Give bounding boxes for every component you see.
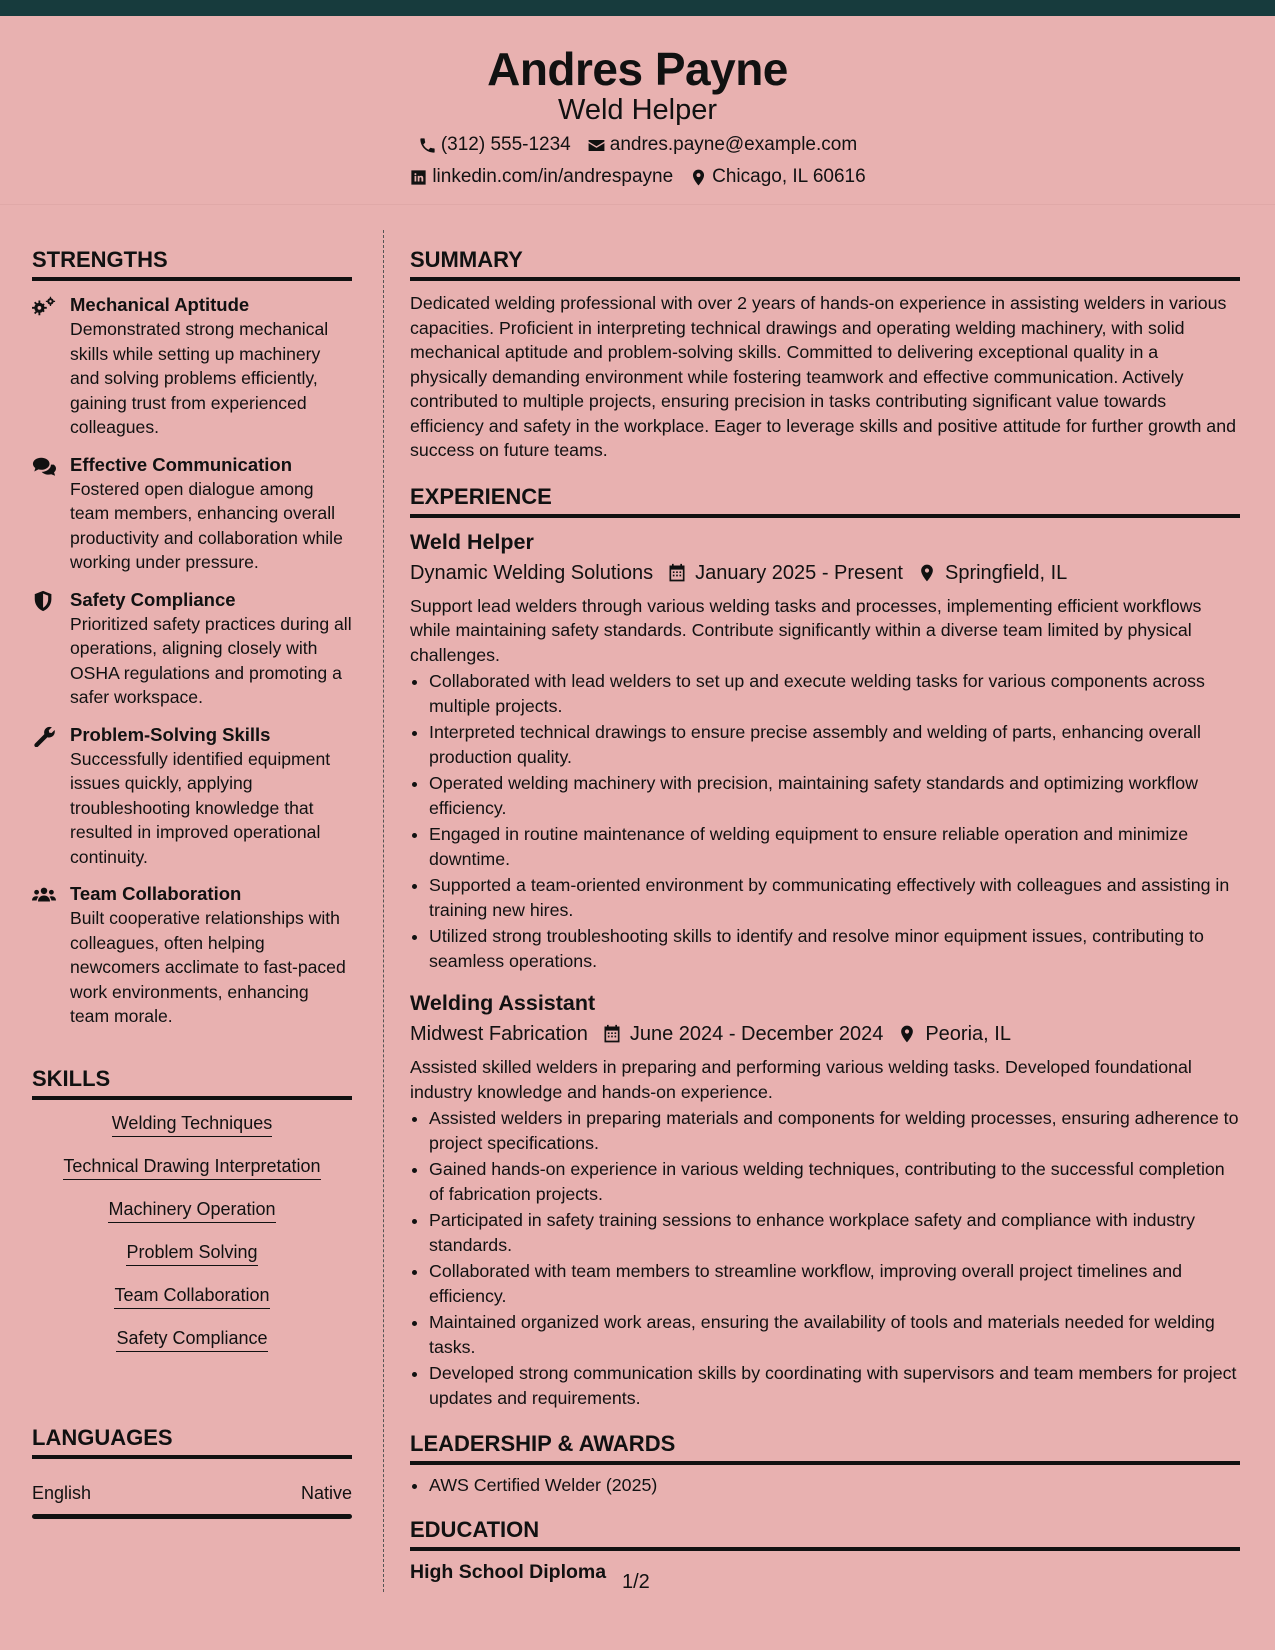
job-description: Assisted skilled welders in preparing and performing various welding tasks. Developed foundational industry knowledge and hands-on experience. bbox=[410, 1057, 1192, 1102]
strength-desc: Demonstrated strong mechanical skills while setting up machinery and solving problems efficiently, gaining trust from experienced colleagues. bbox=[70, 319, 329, 437]
job-bullets bbox=[410, 669, 1240, 973]
strength-title: Safety Compliance bbox=[70, 588, 236, 610]
experience-heading: EXPERIENCE bbox=[410, 467, 1240, 518]
job-meta bbox=[410, 1019, 1240, 1049]
contact-email[interactable] bbox=[587, 134, 857, 156]
language-level: Native bbox=[300, 1482, 352, 1503]
job-bullets bbox=[410, 1106, 1240, 1410]
job-bullet: • Maintained organized work areas, ensuring the availability of tools and materials needed for welding tasks. bbox=[429, 1310, 1240, 1359]
right-column bbox=[410, 230, 1240, 1584]
job-bullet: • Supported a team-oriented environment by communicating effectively with colleagues and assisting in training new hires. bbox=[429, 873, 1240, 922]
job-meta bbox=[410, 558, 1240, 588]
job-title: Welding Assistant bbox=[410, 991, 596, 1015]
job-dates: June 2024 - December 2024 bbox=[629, 1023, 884, 1045]
contact-row-1 bbox=[0, 134, 1275, 156]
map-pin-icon bbox=[897, 1024, 917, 1044]
languages-heading: LANGUAGES bbox=[32, 1408, 352, 1459]
award-item: • AWS Certified Welder (2025) bbox=[429, 1473, 1240, 1498]
strength-title: Mechanical Aptitude bbox=[70, 294, 250, 315]
language-name: English bbox=[32, 1482, 92, 1503]
job-bullet: • Developed strong communication skills by coordinating with supervisors and team members for project updates and requirements. bbox=[429, 1361, 1240, 1410]
strength-desc: Fostered open dialogue among team members, enhancing overall productivity and collaboration while working under pressure. bbox=[70, 478, 343, 572]
skill-tag: Safety Compliance bbox=[116, 1325, 267, 1352]
users-icon bbox=[32, 884, 56, 906]
contact-location bbox=[689, 166, 866, 188]
wrench-icon bbox=[32, 725, 56, 747]
language-item bbox=[32, 1483, 352, 1519]
comments-icon bbox=[32, 455, 56, 477]
candidate-title: Weld Helper bbox=[557, 94, 718, 126]
strength-title: Team Collaboration bbox=[70, 883, 242, 904]
phone-icon bbox=[418, 136, 437, 155]
strength-item bbox=[32, 882, 352, 1029]
job-bullet: • Participated in safety training sessions to enhance workplace safety and compliance with industry standards. bbox=[429, 1208, 1240, 1257]
left-column bbox=[32, 230, 352, 1519]
phone-text: (312) 555-1234 bbox=[440, 134, 571, 155]
column-divider bbox=[383, 230, 384, 1592]
linkedin-text: linkedin.com/in/andrespayne bbox=[432, 166, 674, 187]
skill-tag: Team Collaboration bbox=[114, 1282, 269, 1309]
strengths-heading: STRENGTHS bbox=[32, 230, 352, 281]
calendar-icon bbox=[602, 1024, 622, 1044]
skills-list bbox=[32, 1110, 352, 1368]
job-location: Peoria, IL bbox=[925, 1023, 1011, 1045]
leadership-list bbox=[410, 1473, 1240, 1498]
summary-text: Dedicated welding professional with over 2 years of hands-on experience in assisting welders in various capacities. Proficient in interpreting technical drawings and operating welding machinery, with solid mechanical aptitude and problem-solving skills. Committed to delivering exceptional quality in a physically demanding environment while fostering teamwork and effective communication. Actively contributed to multiple projects, ensuring precision in tasks contributing significant value towards efficiency and safety in the workplace. Eager to leverage skills and positive attitude for further growth and success on future teams. bbox=[410, 293, 1236, 460]
job-bullet: • Utilized strong troubleshooting skills to identify and resolve minor equipment issues, contributing to seamless operations. bbox=[429, 924, 1240, 973]
job-bullet: • Assisted welders in preparing materials and components for welding processes, ensuring adherence to project specifications. bbox=[429, 1106, 1240, 1155]
strength-desc: Successfully identified equipment issues quickly, applying troubleshooting knowledge that resulted in improved operational continuity. bbox=[70, 748, 331, 867]
skill-tag: Welding Techniques bbox=[112, 1110, 272, 1137]
job-title: Weld Helper bbox=[410, 529, 534, 554]
envelope-icon bbox=[587, 136, 606, 155]
contact-row-2 bbox=[0, 166, 1275, 188]
strength-desc: Built cooperative relationships with colleagues, often helping newcomers acclimate to fast-paced work environments, enhancing team morale. bbox=[70, 908, 346, 1026]
strength-item bbox=[32, 453, 352, 575]
job-bullet: • Collaborated with lead welders to set up and execute welding tasks for various components across multiple projects. bbox=[429, 669, 1240, 718]
job-entry bbox=[410, 528, 1240, 974]
strength-item bbox=[32, 293, 352, 440]
job-dates: January 2025 - Present bbox=[695, 561, 903, 584]
job-location: Springfield, IL bbox=[944, 561, 1068, 584]
job-description: Support lead welders through various welding tasks and processes, implementing efficient workflows while maintaining safety standards. Contribute significantly within a diverse team limited by physical challenges. bbox=[410, 595, 1202, 665]
strength-title: Effective Communication bbox=[70, 453, 293, 475]
strength-item bbox=[32, 723, 352, 870]
strength-desc: Prioritized safety practices during all operations, aligning closely with OSHA regulations and promoting a safer workspace. bbox=[70, 613, 352, 707]
job-bullet: • Engaged in routine maintenance of welding equipment to ensure reliable operation and minimize downtime. bbox=[429, 822, 1240, 871]
calendar-icon bbox=[667, 563, 687, 583]
job-company: Midwest Fabrication bbox=[410, 1023, 588, 1045]
strengths-list bbox=[32, 293, 352, 1029]
map-pin-icon bbox=[689, 168, 708, 187]
resume-header bbox=[0, 16, 1275, 204]
contact-phone[interactable] bbox=[418, 134, 571, 156]
shield-icon bbox=[32, 590, 56, 612]
header-separator bbox=[0, 204, 1275, 205]
skill-tag: Machinery Operation bbox=[108, 1196, 275, 1223]
job-company: Dynamic Welding Solutions bbox=[410, 561, 654, 584]
strength-item bbox=[32, 588, 352, 710]
skill-tag: Technical Drawing Interpretation bbox=[63, 1153, 320, 1180]
location-text: Chicago, IL 60616 bbox=[712, 166, 866, 187]
strength-title: Problem-Solving Skills bbox=[70, 723, 271, 745]
skills-heading: SKILLS bbox=[32, 1049, 352, 1100]
leadership-heading: LEADERSHIP & AWARDS bbox=[410, 1414, 1240, 1465]
job-bullet: • Gained hands-on experience in various welding techniques, contributing to the successful completion of fabrication projects. bbox=[429, 1157, 1240, 1206]
gears-icon bbox=[32, 295, 56, 317]
education-item: High School Diploma bbox=[410, 1560, 607, 1583]
job-entry bbox=[410, 989, 1240, 1410]
job-bullet: • Collaborated with team members to streamline workflow, improving overall project timelines and efficiency. bbox=[429, 1259, 1240, 1308]
job-bullet: • Operated welding machinery with precision, maintaining safety standards and optimizing workflow efficiency. bbox=[429, 771, 1240, 820]
page-number: 1/2 bbox=[622, 1571, 650, 1593]
linkedin-icon bbox=[409, 168, 428, 187]
language-level-bar bbox=[32, 1514, 352, 1519]
email-text: andres.payne@example.com bbox=[609, 134, 858, 155]
candidate-name: Andres Payne bbox=[487, 43, 788, 95]
summary-heading: SUMMARY bbox=[410, 230, 1240, 281]
map-pin-icon bbox=[917, 563, 937, 583]
education-heading: EDUCATION bbox=[410, 1500, 1240, 1551]
contact-linkedin[interactable] bbox=[409, 166, 673, 188]
top-accent-bar bbox=[0, 0, 1275, 16]
job-bullet: • Interpreted technical drawings to ensure precise assembly and welding of parts, enhancing overall production quality. bbox=[429, 720, 1240, 769]
skill-tag: Problem Solving bbox=[126, 1239, 257, 1266]
